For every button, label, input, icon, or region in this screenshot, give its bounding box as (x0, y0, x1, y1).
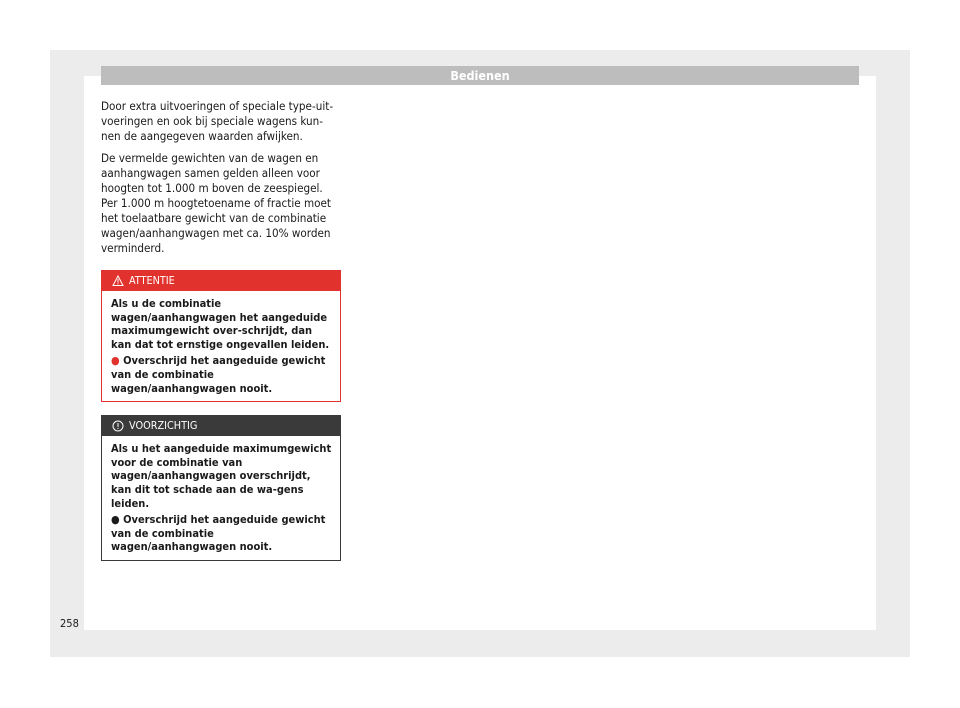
attentie-bullet-text: Overschrijd het aangeduide gewicht van de combinatie wagen/aanhangwagen nooit. (111, 354, 326, 395)
voorzichtig-bullet-item (111, 513, 332, 554)
attentie-bullet-item (111, 354, 332, 395)
text-column (101, 99, 341, 574)
attentie-box (101, 270, 341, 402)
voorzichtig-title: VOORZICHTIG (129, 419, 198, 433)
page-number: 258 (60, 617, 79, 630)
bullet-icon: ● (111, 513, 120, 527)
attentie-header (102, 271, 340, 291)
attentie-body (102, 291, 340, 401)
attentie-title: ATTENTIE (129, 274, 175, 287)
paragraph-altitude: De vermelde gewichten van de wagen en aanhangwagen samen gelden alleen voor hoogten tot 1.000 m boven de zeespiegel. Per 1.000 m hoogtetoename of fractie moet het toelaatbare gewicht van de combinatie wagen/aanhangwagen met ca. 10% worden verminderd. (101, 151, 332, 255)
caution-circle-icon (112, 419, 124, 439)
voorzichtig-box (101, 415, 341, 561)
voorzichtig-header (102, 416, 340, 436)
attentie-text: Als u de combinatie wagen/aanhangwagen het aangeduide maximumgewicht over-schrijdt, dan kan dat tot ernstige ongevallen leiden. (111, 297, 330, 351)
bullet-icon: ● (111, 354, 120, 368)
voorzichtig-body (102, 436, 340, 560)
warning-triangle-icon (112, 274, 124, 294)
voorzichtig-bullet-text: Overschrijd het aangeduide gewicht van de combinatie wagen/aanhangwagen nooit. (111, 513, 326, 554)
voorzichtig-text: Als u het aangeduide maximumgewicht voor de combinatie van wagen/aanhangwagen overschrijdt, kan dit tot schade aan de wa-gens leiden. (111, 442, 332, 510)
paragraph-variations: Door extra uitvoeringen of speciale type-uit-voeringen en ook bij speciale wagens kun-nen de aangegeven waarden afwijken. (101, 99, 334, 143)
section-header: Bedienen (101, 66, 859, 85)
